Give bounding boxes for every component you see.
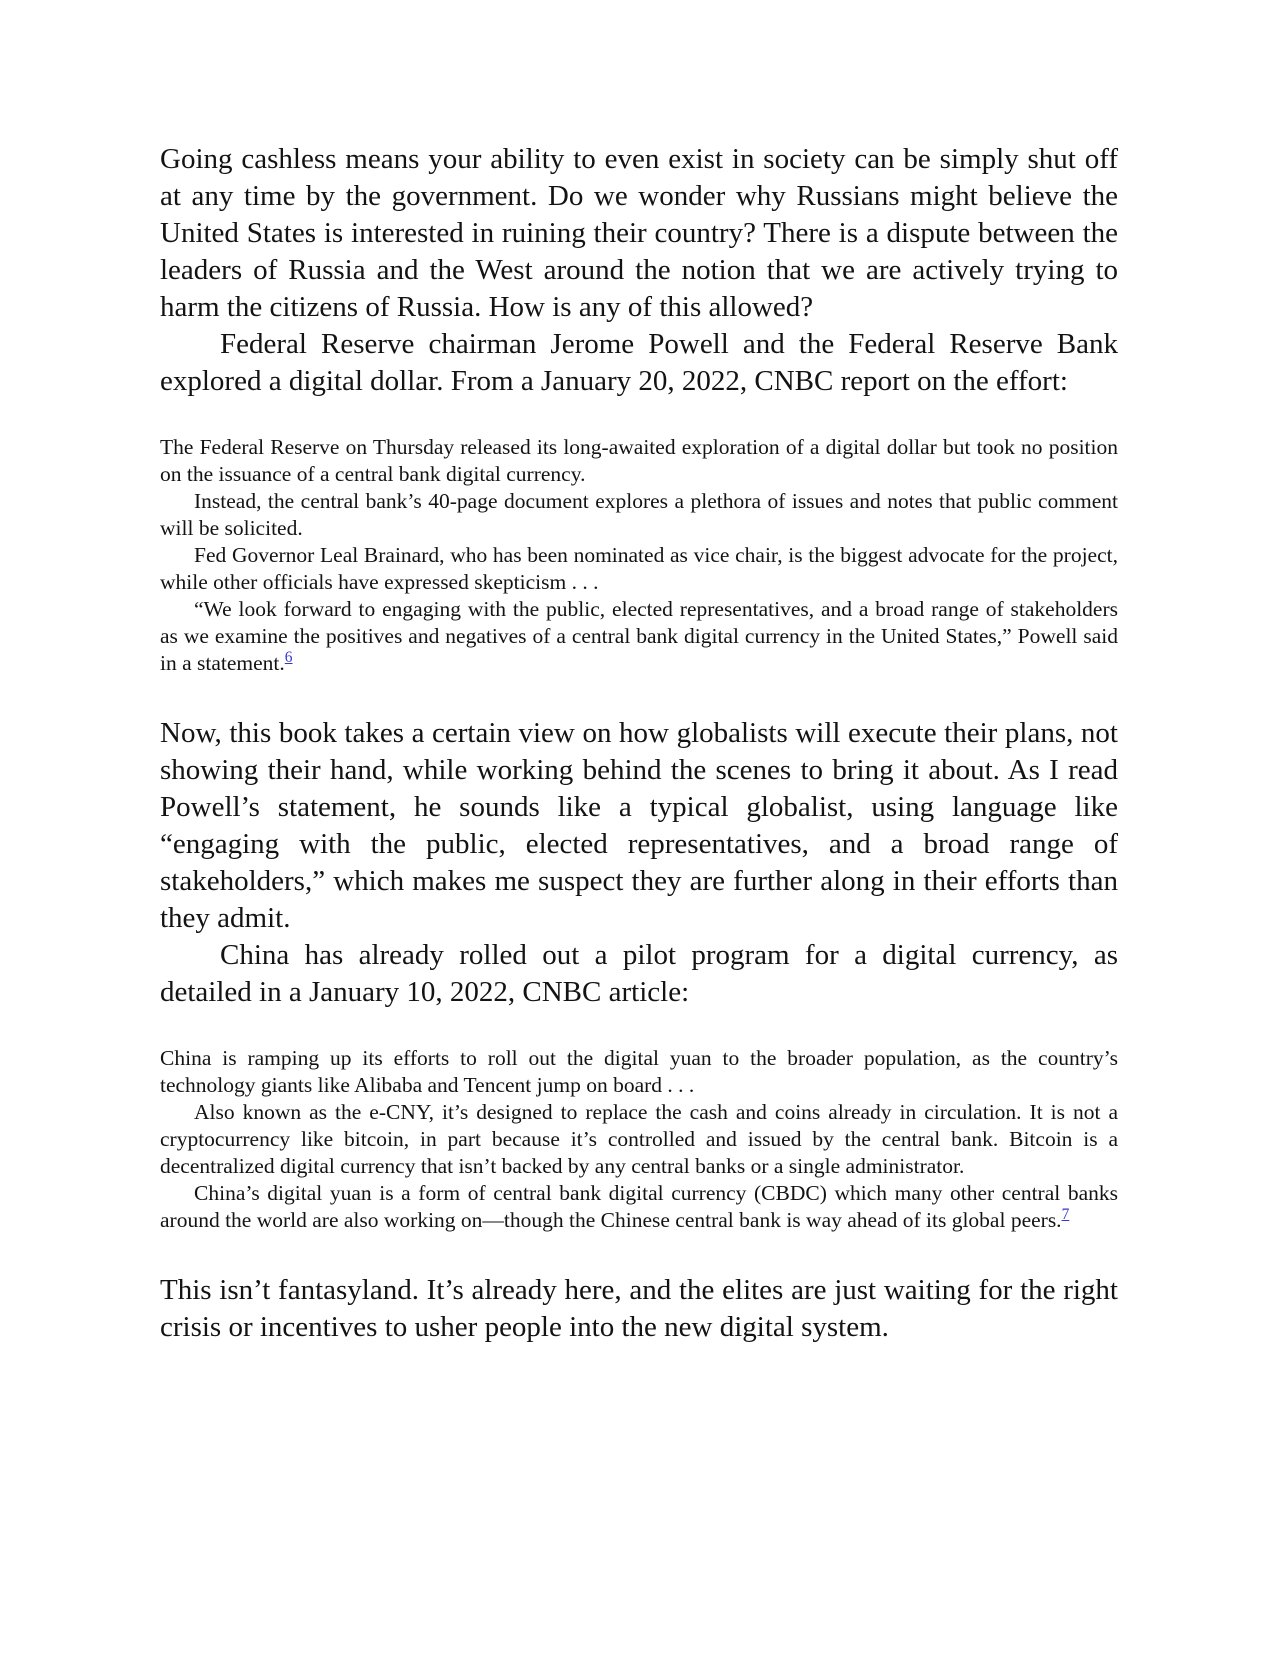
quote2-paragraph-2: Also known as the e-CNY, it’s designed to replace the cash and coins already in circulation. It is not a cryptocurrency like bitcoin, in part because it’s controlled and issued by the central bank. Bitcoin is a decentralized digital currency that isn’t backed by any central banks or a single administrator. — [160, 1100, 1118, 1178]
paragraph-fed-intro: Federal Reserve chairman Jerome Powell and the Federal Reserve Bank explored a digital dollar. From a January 20, 2022, CNBC report on the effort: — [160, 328, 1118, 397]
footnote-ref-6 — [285, 649, 293, 666]
quote2-paragraph-3 — [160, 1180, 1118, 1234]
paragraph-globalists: Now, this book takes a certain view on how globalists will execute their plans, not showing their hand, while working behind the scenes to bring it about. As I read Powell’s statement, he sounds like a typical globalist, using language like “engaging with the public, elected representatives, and a broad range of stakeholders,” which makes me suspect they are further along in their efforts than they admit. — [160, 717, 1118, 934]
quote2-paragraph-3-text: China’s digital yuan is a form of central bank digital currency (CBDC) which many other central banks around the world are also working on—though the Chinese central bank is way ahead of its global peers. — [160, 1181, 1118, 1232]
footnote-link-6[interactable]: 6 — [284, 648, 293, 666]
paragraph-fantasyland: This isn’t fantasyland. It’s already here, and the elites are just waiting for the right crisis or incentives to usher people into the new digital system. — [160, 1274, 1118, 1343]
page-text-column — [160, 141, 1118, 1346]
paragraph-cashless: Going cashless means your ability to even exist in society can be simply shut off at any time by the government. Do we wonder why Russians might believe the United States is interested in ruining their country? There is a dispute between the leaders of Russia and the West around the notion that we are actively trying to harm the citizens of Russia. How is any of this allowed? — [160, 143, 1118, 323]
blockquote-cnbc-fed-report — [160, 434, 1118, 677]
blockquote-cnbc-china-article — [160, 1045, 1118, 1234]
footnote-ref-7 — [1062, 1206, 1070, 1223]
quote1-paragraph-2: Instead, the central bank’s 40-page document explores a plethora of issues and notes that public comment will be solicited. — [160, 489, 1118, 540]
quote1-paragraph-1: The Federal Reserve on Thursday released its long-awaited exploration of a digital dollar but took no position on the issuance of a central bank digital currency. — [160, 435, 1118, 486]
quote1-paragraph-4-text: “We look forward to engaging with the public, elected representatives, and a broad range of stakeholders as we examine the positives and negatives of a central bank digital currency in the United States,” Powell said in a statement. — [160, 597, 1118, 675]
quote1-paragraph-4 — [160, 596, 1118, 677]
quote2-paragraph-1: China is ramping up its efforts to roll out the digital yuan to the broader population, as the country’s technology giants like Alibaba and Tencent jump on board . . . — [160, 1046, 1118, 1097]
footnote-link-7[interactable]: 7 — [1061, 1205, 1070, 1223]
quote1-paragraph-3: Fed Governor Leal Brainard, who has been nominated as vice chair, is the biggest advocate for the project, while other officials have expressed skepticism . . . — [160, 543, 1118, 594]
paragraph-china-intro: China has already rolled out a pilot program for a digital currency, as detailed in a January 10, 2022, CNBC article: — [160, 939, 1118, 1008]
